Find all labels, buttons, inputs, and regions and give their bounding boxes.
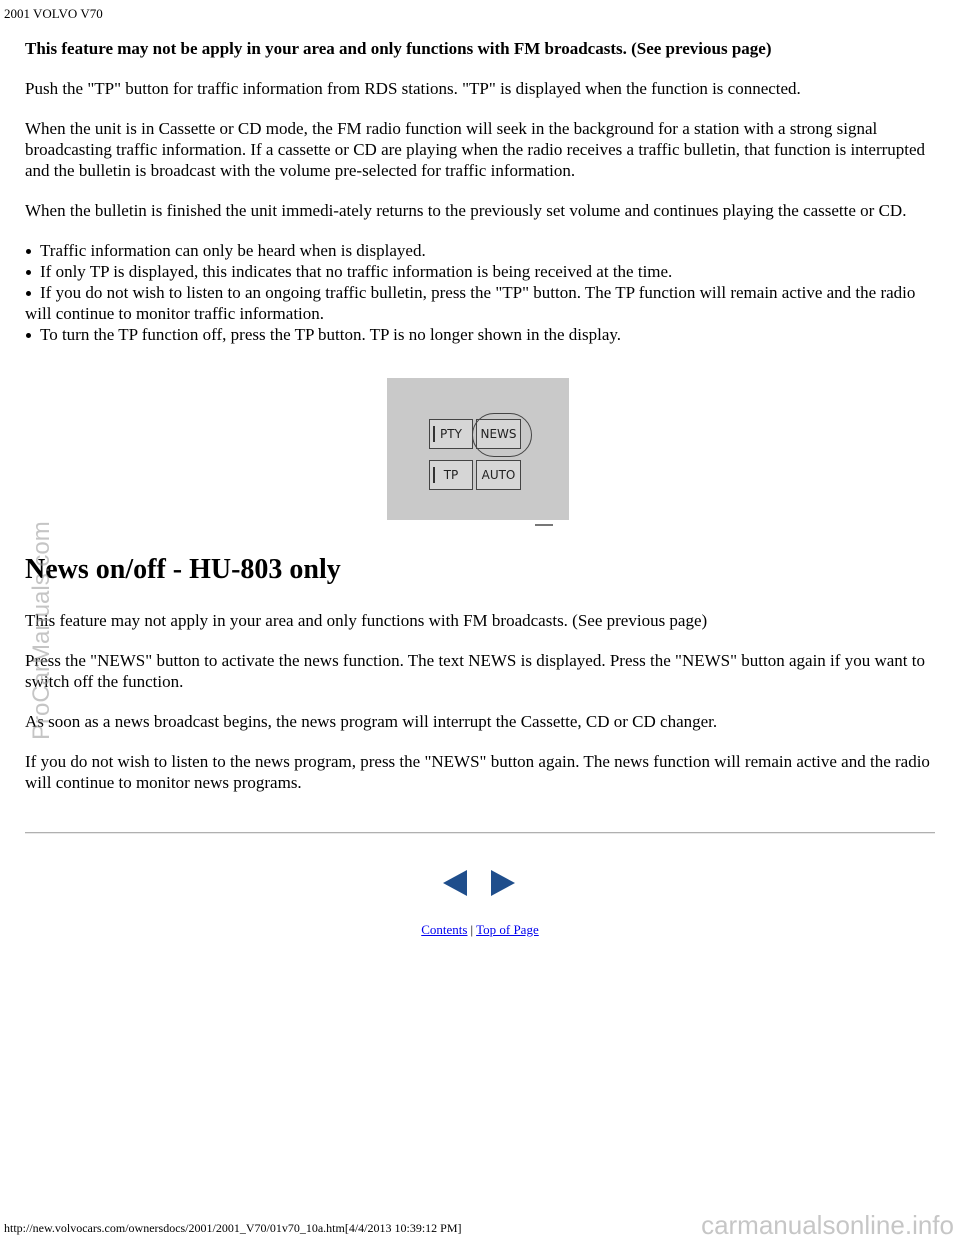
news-button-highlight-ring: [472, 413, 532, 457]
tp-section: [25, 38, 937, 345]
top-of-page-link[interactable]: Top of Page: [476, 922, 539, 937]
news-paragraph-2: Press the "NEWS" button to activate the news function. The text NEWS is displayed. Press the "NEWS" button again if you want to switch off the function.: [25, 651, 925, 691]
news-section-heading: News on/off - HU-803 only: [25, 554, 341, 585]
tp-paragraph-3: When the bulletin is finished the unit immedi-ately returns to the previously set volume and continues playing the cassette or CD.: [25, 201, 907, 220]
tp-bullet-list: [25, 240, 937, 345]
tp-paragraph-2: When the unit is in Cassette or CD mode, the FM radio function will seek in the background for a station with a strong signal broadcasting traffic information. If a cassette or CD are playing when the radio receives a traffic bulletin, that function is interrupted and the bulletin is broadcast with the volume pre-selected for traffic information.: [25, 119, 926, 180]
triangle-left-icon: [442, 869, 468, 897]
footer-links: [0, 922, 960, 938]
tp-bullet-item: If only TP is displayed, this indicates that no traffic information is being received at the time.: [25, 261, 937, 282]
contents-link[interactable]: Contents: [421, 922, 468, 937]
radio-buttons-figure: [387, 378, 569, 526]
triangle-right-icon: [490, 869, 516, 897]
radio-buttons-image: [387, 378, 569, 520]
tp-paragraph-1: Push the "TP" button for traffic information from RDS stations. "TP" is displayed when the function is connected.: [25, 79, 801, 98]
news-paragraph-3: As soon as a news broadcast begins, the news program will interrupt the Cassette, CD or CD changer.: [25, 712, 718, 731]
figure-button-auto: AUTO: [476, 460, 521, 490]
figure-button-tp: TP: [429, 460, 473, 490]
news-paragraph-1: This feature may not apply in your area and only functions with FM broadcasts. (See previous page): [25, 611, 708, 630]
previous-page-button[interactable]: [442, 869, 468, 897]
figure-button-pty: PTY: [429, 419, 473, 449]
tp-bullet-item: Traffic information can only be heard when is displayed.: [25, 240, 937, 261]
news-section: [25, 610, 937, 812]
tp-availability-note: This feature may not be apply in your area and only functions with FM broadcasts. (See previous page): [25, 39, 772, 58]
tp-bullet-item: If you do not wish to listen to an ongoing traffic bulletin, press the "TP" button. The TP function will remain active and the radio will continue to monitor traffic information.: [25, 282, 937, 324]
tp-bullet-item: To turn the TP function off, press the TP button. TP is no longer shown in the display.: [25, 324, 937, 345]
watermark-bottom: carmanualsonline.info: [701, 1210, 954, 1240]
source-url: http://new.volvocars.com/ownersdocs/2001/2001_V70/01v70_10a.htm[4/4/2013 10:39:12 PM]: [4, 1221, 462, 1235]
watermark-left: ProCarManuals.com: [28, 521, 55, 740]
link-separator: |: [470, 922, 474, 937]
news-paragraph-4: If you do not wish to listen to the news program, press the "NEWS" button again. The news function will remain active and the radio will continue to monitor news programs.: [25, 752, 930, 792]
horizontal-divider: [25, 832, 935, 834]
page-header-title: 2001 VOLVO V70: [4, 6, 103, 21]
figure-dash-mark: [535, 524, 553, 526]
next-page-button[interactable]: [490, 869, 516, 897]
figure-button-news: NEWS: [476, 419, 521, 449]
page-navigation: [442, 869, 518, 897]
